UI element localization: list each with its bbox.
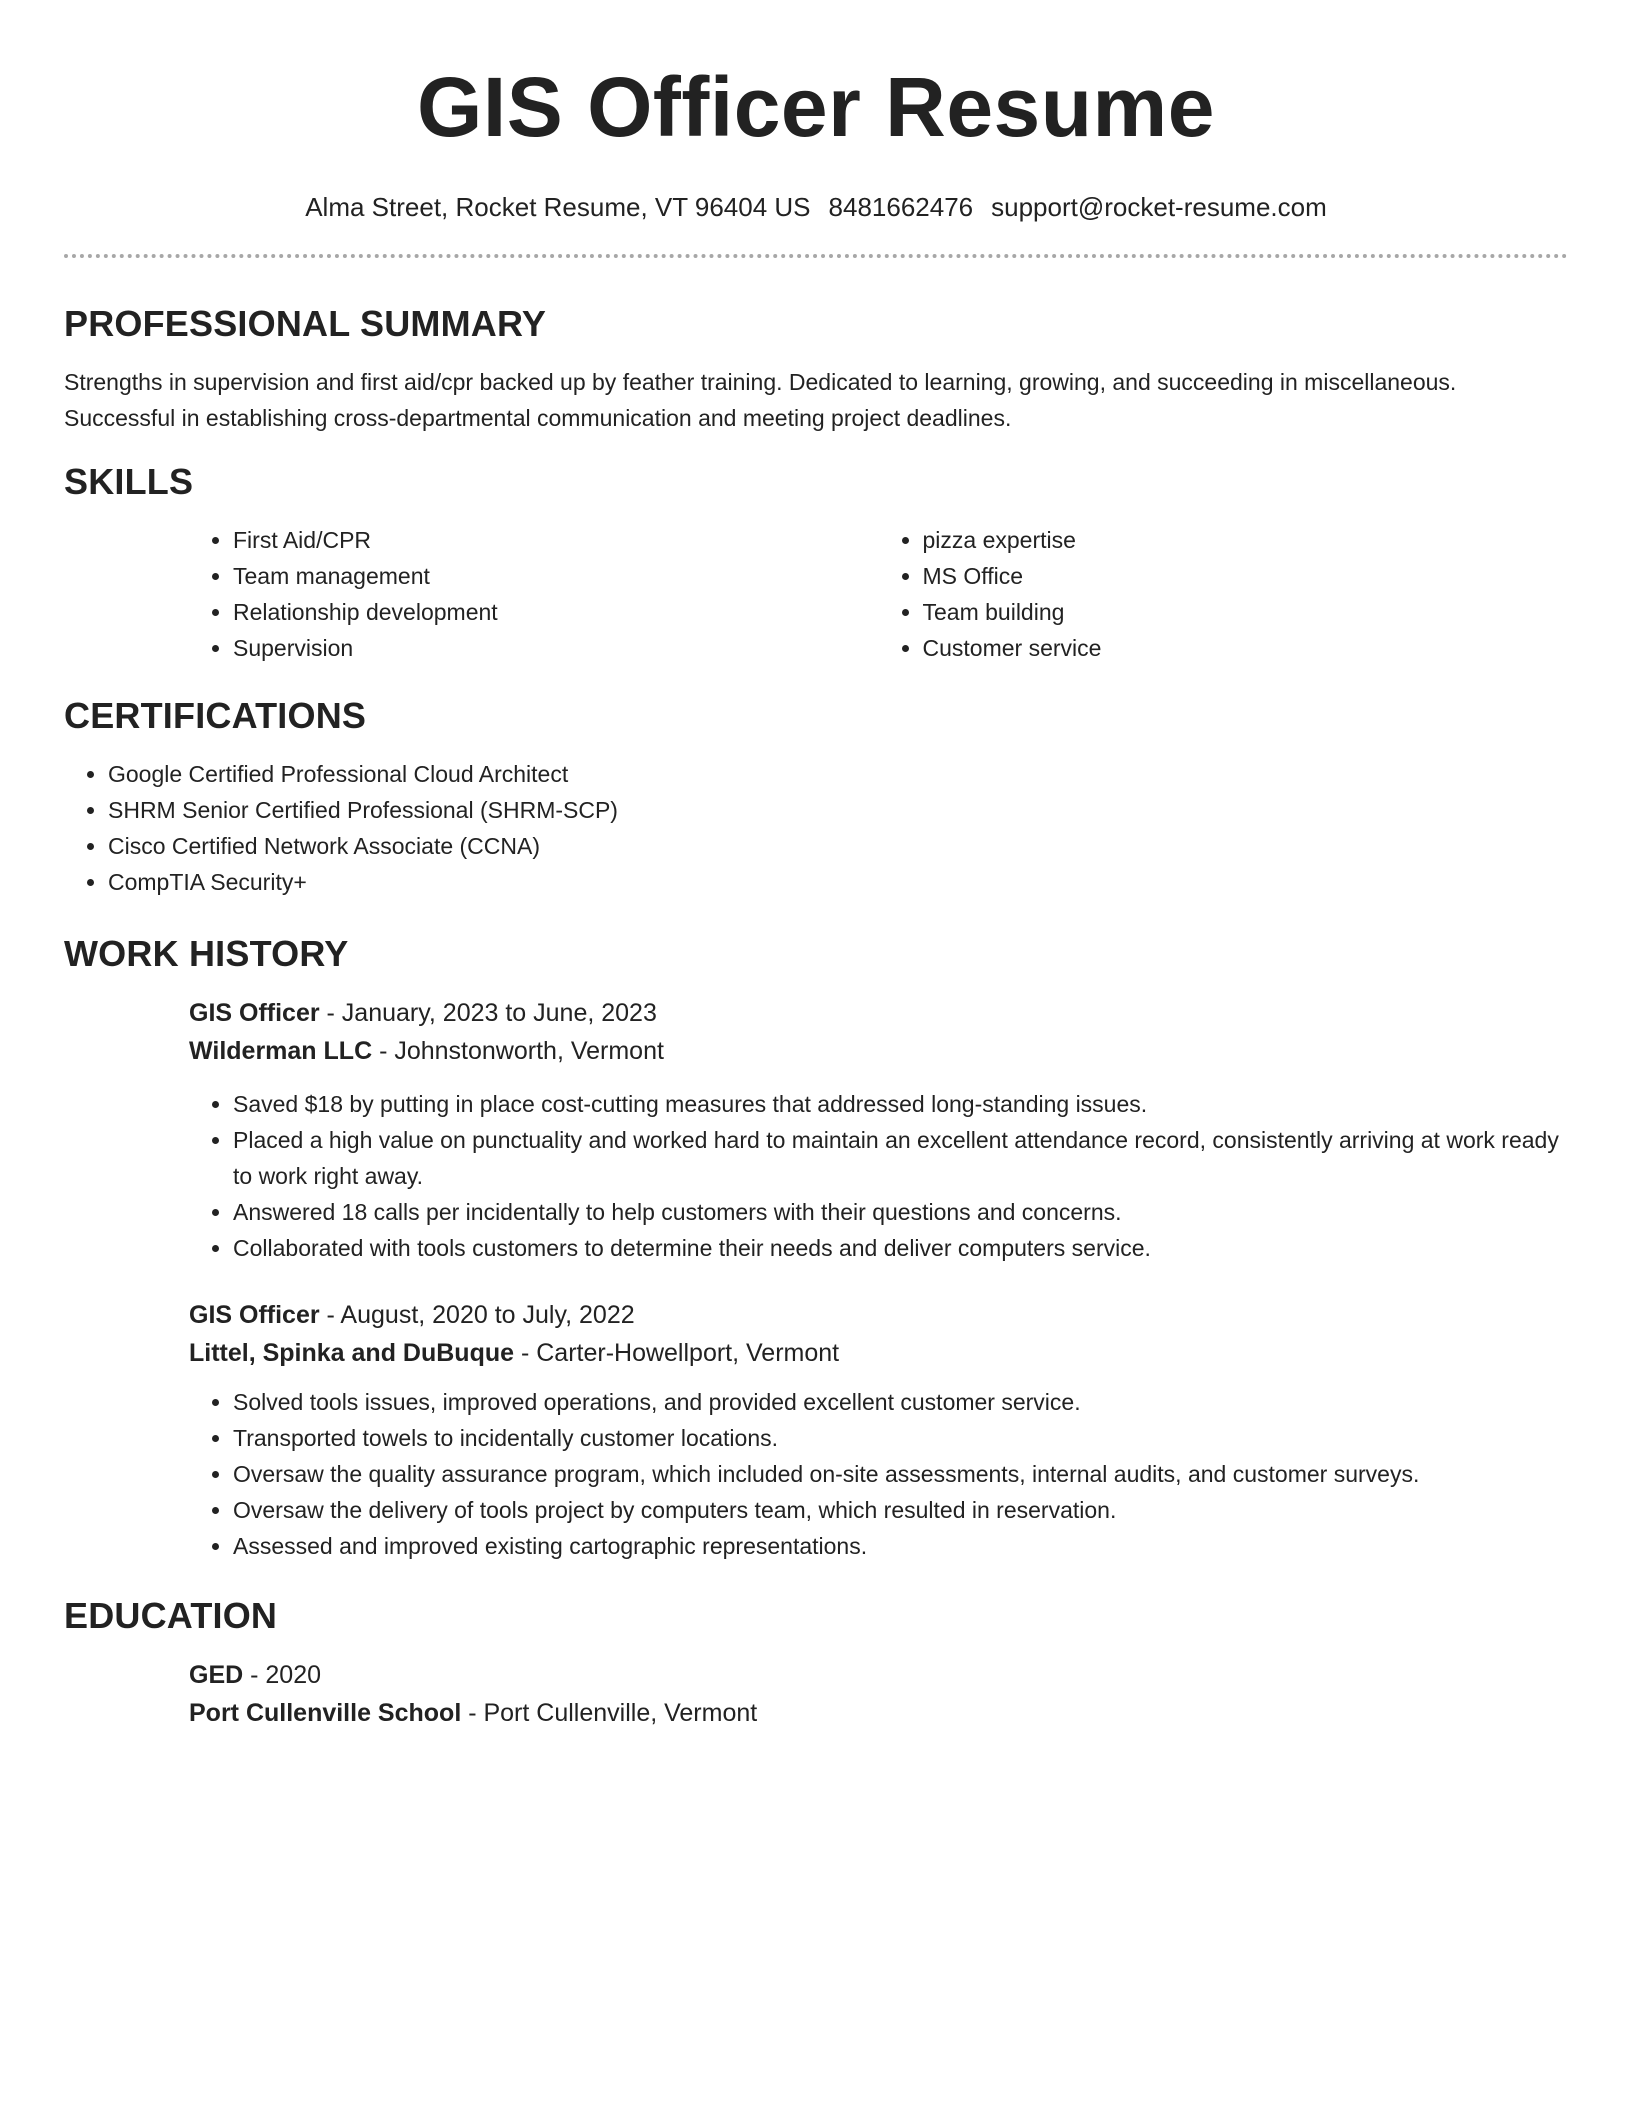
job-dates: - August, 2020 to July, 2022 — [319, 1301, 635, 1329]
job-company-line — [189, 1032, 1568, 1070]
job-bullet: • Answered 18 calls per incidentally to help customers with their questions and concerns. — [233, 1194, 1568, 1230]
header-divider — [64, 254, 1568, 258]
certification-item: • CompTIA Security+ — [108, 864, 1568, 900]
job-company: Wilderman LLC — [189, 1037, 373, 1065]
education-school-line — [189, 1694, 1568, 1732]
certifications-list — [64, 756, 1568, 900]
job-bullets — [189, 1384, 1568, 1564]
contact-email: support@rocket-resume.com — [991, 192, 1327, 222]
job-company-line — [189, 1334, 1568, 1372]
skill-item: • Team management — [233, 558, 879, 594]
education-entry — [189, 1656, 1568, 1732]
skill-item: • Supervision — [233, 630, 879, 666]
job-location: - Johnstonworth, Vermont — [372, 1037, 664, 1065]
skill-item: • pizza expertise — [923, 522, 1569, 558]
education-heading: EDUCATION — [64, 1595, 278, 1636]
job-bullet: • Solved tools issues, improved operations, and provided excellent customer service. — [233, 1384, 1568, 1420]
contact-line — [64, 190, 1568, 224]
skills-list — [189, 522, 1568, 666]
job-bullet: • Oversaw the quality assurance program, which included on-site assessments, internal audits, and customer surveys. — [233, 1456, 1568, 1492]
job-bullet: • Saved $18 by putting in place cost-cutting measures that addressed long-standing issues. — [233, 1086, 1568, 1122]
education-location: - Port Cullenville, Vermont — [461, 1699, 758, 1727]
skill-item: • Relationship development — [233, 594, 879, 630]
job-bullet: • Placed a high value on punctuality and worked hard to maintain an excellent attendance record, consistently arriving at work ready to work right away. — [233, 1122, 1568, 1194]
resume-title: GIS Officer Resume — [417, 60, 1215, 154]
job-bullet: • Assessed and improved existing cartographic representations. — [233, 1528, 1568, 1564]
job-title-line — [189, 994, 1568, 1032]
certification-item: • SHRM Senior Certified Professional (SHRM-SCP) — [108, 792, 1568, 828]
skill-item: • Team building — [923, 594, 1569, 630]
skills-column-left — [189, 522, 879, 666]
skill-item: • MS Office — [923, 558, 1569, 594]
education-school: Port Cullenville School — [189, 1699, 462, 1727]
job-bullet: • Oversaw the delivery of tools project by computers team, which resulted in reservation. — [233, 1492, 1568, 1528]
resume-page — [64, 0, 1568, 1732]
education-degree: GED — [189, 1661, 244, 1689]
job-company: Littel, Spinka and DuBuque — [189, 1339, 515, 1367]
job-title-line — [189, 1296, 1568, 1334]
contact-phone: 8481662476 — [828, 192, 974, 222]
certifications-heading: CERTIFICATIONS — [64, 695, 367, 736]
job-entry — [189, 994, 1568, 1266]
skills-column-right — [879, 522, 1569, 666]
job-entry — [189, 1296, 1568, 1564]
skill-item: • Customer service — [923, 630, 1569, 666]
education-year: - 2020 — [243, 1661, 322, 1689]
certification-item: • Google Certified Professional Cloud Architect — [108, 756, 1568, 792]
skill-item: • First Aid/CPR — [233, 522, 879, 558]
summary-heading: PROFESSIONAL SUMMARY — [64, 303, 547, 344]
job-bullet: • Transported towels to incidentally customer locations. — [233, 1420, 1568, 1456]
job-dates: - January, 2023 to June, 2023 — [319, 999, 657, 1027]
job-bullets — [189, 1086, 1568, 1266]
skills-heading: SKILLS — [64, 461, 194, 502]
job-location: - Carter-Howellport, Vermont — [514, 1339, 840, 1367]
contact-address: Alma Street, Rocket Resume, VT 96404 US — [305, 192, 811, 222]
job-title: GIS Officer — [189, 1301, 320, 1329]
certification-item: • Cisco Certified Network Associate (CCNA) — [108, 828, 1568, 864]
work-heading: WORK HISTORY — [64, 933, 349, 974]
job-title: GIS Officer — [189, 999, 320, 1027]
education-degree-line — [189, 1656, 1568, 1694]
job-bullet: • Collaborated with tools customers to determine their needs and deliver computers service. — [233, 1230, 1568, 1266]
summary-text: Strengths in supervision and first aid/cpr backed up by feather training. Dedicated to learning, growing, and succeeding in miscellaneous. Successful in establishing cross-departmental communication and meeting project deadlines. — [64, 369, 1457, 431]
